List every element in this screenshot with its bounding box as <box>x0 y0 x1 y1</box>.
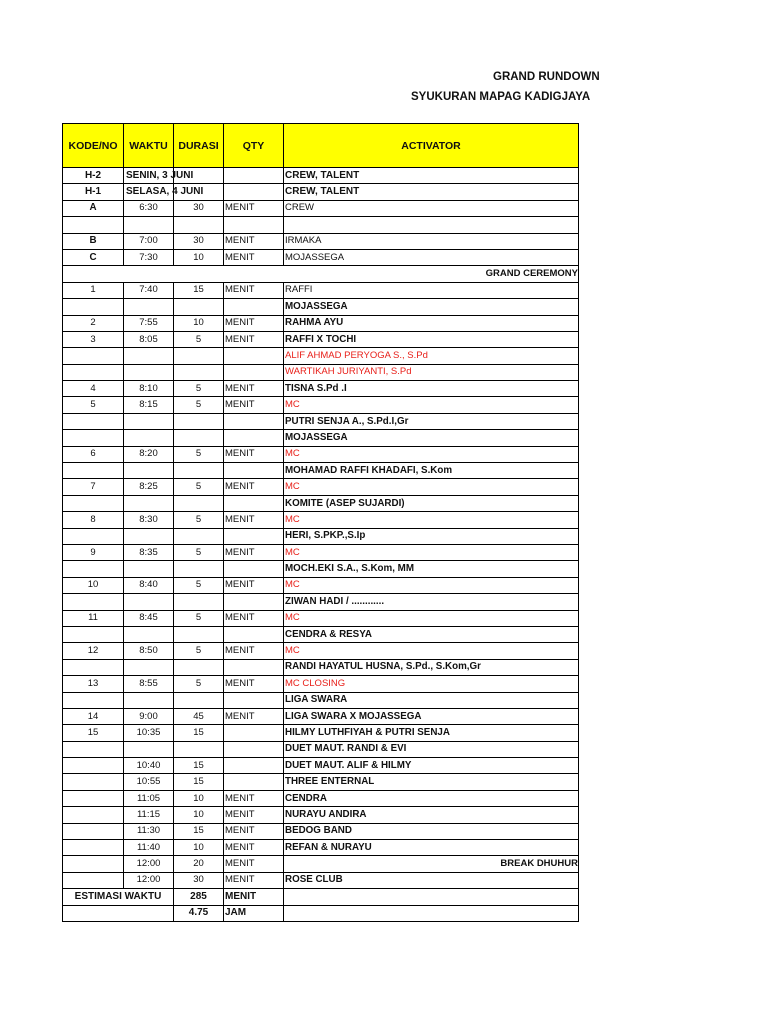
cell: 5 <box>174 331 224 347</box>
activator-cell <box>284 217 579 233</box>
cell: MENIT <box>224 381 284 397</box>
cell: 11 <box>63 610 124 626</box>
cell: 8:05 <box>124 331 174 347</box>
activator-cell: MOJASSEGA <box>284 299 579 315</box>
cell: 7 <box>63 479 124 495</box>
cell <box>174 626 224 642</box>
activator-cell: REFAN & NURAYU <box>284 840 579 856</box>
cell <box>224 348 284 364</box>
activator-cell: MC <box>284 544 579 560</box>
page-title: GRAND RUNDOWN <box>493 71 600 83</box>
cell: 15 <box>174 725 224 741</box>
cell: 5 <box>174 577 224 593</box>
rundown-table <box>62 123 579 922</box>
activator-cell: RANDI HAYATUL HUSNA, S.Pd., S.Kom,Gr <box>284 659 579 675</box>
cell: MENIT <box>224 331 284 347</box>
cell <box>224 725 284 741</box>
cell: 10:55 <box>124 774 174 790</box>
table-row <box>63 528 579 544</box>
cell <box>63 430 124 446</box>
table-row <box>63 331 579 347</box>
cell <box>174 561 224 577</box>
cell: C <box>63 249 124 265</box>
cell: 5 <box>174 512 224 528</box>
cell: 5 <box>174 610 224 626</box>
activator-cell: MC <box>284 446 579 462</box>
activator-cell: CREW, TALENT <box>284 168 579 184</box>
cell: SENIN, 3 JUNI <box>124 168 174 184</box>
cell: MENIT <box>224 315 284 331</box>
cell: 5 <box>174 479 224 495</box>
cell <box>63 299 124 315</box>
table-row <box>63 889 579 905</box>
activator-cell: CENDRA <box>284 790 579 806</box>
table-row <box>63 561 579 577</box>
cell <box>124 348 174 364</box>
cell: MENIT <box>224 790 284 806</box>
cell <box>63 463 124 479</box>
cell <box>224 626 284 642</box>
table-row <box>63 774 579 790</box>
cell: 13 <box>63 676 124 692</box>
table-row <box>63 364 579 380</box>
cell: MENIT <box>224 200 284 216</box>
cell <box>224 364 284 380</box>
cell: 5 <box>63 397 124 413</box>
cell <box>174 528 224 544</box>
cell <box>224 413 284 429</box>
cell: MENIT <box>224 610 284 626</box>
cell: 8:10 <box>124 381 174 397</box>
estimate-unit: JAM <box>224 905 284 921</box>
cell: 8:55 <box>124 676 174 692</box>
cell: 5 <box>174 676 224 692</box>
activator-cell: THREE ENTERNAL <box>284 774 579 790</box>
cell: 30 <box>174 233 224 249</box>
section-heading: GRAND CEREMONY <box>63 266 579 282</box>
cell <box>124 626 174 642</box>
cell: 12 <box>63 643 124 659</box>
cell <box>224 659 284 675</box>
cell: 8:40 <box>124 577 174 593</box>
cell: H-1 <box>63 184 124 200</box>
cell: 6:30 <box>124 200 174 216</box>
table-row <box>63 577 579 593</box>
table-row <box>63 299 579 315</box>
cell: 2 <box>63 315 124 331</box>
cell <box>63 528 124 544</box>
cell: MENIT <box>224 856 284 872</box>
cell <box>63 774 124 790</box>
header-kode: KODE/NO <box>63 124 124 168</box>
activator-cell: MC <box>284 643 579 659</box>
cell: 3 <box>63 331 124 347</box>
table-row <box>63 397 579 413</box>
cell <box>224 217 284 233</box>
cell: MENIT <box>224 676 284 692</box>
table-row <box>63 446 579 462</box>
table-row <box>63 626 579 642</box>
cell: 8:45 <box>124 610 174 626</box>
cell <box>224 594 284 610</box>
estimate-value: 4.75 <box>174 905 224 921</box>
cell: 10 <box>63 577 124 593</box>
cell: MENIT <box>224 249 284 265</box>
table-row <box>63 200 579 216</box>
cell <box>63 758 124 774</box>
activator-cell: LIGA SWARA <box>284 692 579 708</box>
cell: MENIT <box>224 872 284 888</box>
cell: 7:00 <box>124 233 174 249</box>
cell: 11:30 <box>124 823 174 839</box>
cell: MENIT <box>224 479 284 495</box>
cell <box>174 430 224 446</box>
cell: 8 <box>63 512 124 528</box>
cell: 5 <box>174 381 224 397</box>
cell: SELASA, 4 JUNI <box>124 184 174 200</box>
cell: 9 <box>63 544 124 560</box>
cell: MENIT <box>224 544 284 560</box>
cell: MENIT <box>224 807 284 823</box>
cell <box>174 692 224 708</box>
table-row <box>63 692 579 708</box>
cell: 14 <box>63 708 124 724</box>
cell <box>224 168 284 184</box>
table-row <box>63 381 579 397</box>
cell <box>224 561 284 577</box>
cell: 15 <box>174 774 224 790</box>
table-row <box>63 495 579 511</box>
cell <box>224 758 284 774</box>
activator-cell: ROSE CLUB <box>284 872 579 888</box>
activator-cell: MOJASSEGA <box>284 249 579 265</box>
cell: 6 <box>63 446 124 462</box>
cell <box>124 561 174 577</box>
activator-cell: MC <box>284 610 579 626</box>
activator-cell: BEDOG BAND <box>284 823 579 839</box>
cell <box>63 561 124 577</box>
cell: 15 <box>174 823 224 839</box>
table-row <box>63 708 579 724</box>
cell: 7:30 <box>124 249 174 265</box>
activator-cell: IRMAKA <box>284 233 579 249</box>
activator-cell: NURAYU ANDIRA <box>284 807 579 823</box>
cell <box>174 495 224 511</box>
table-row <box>63 725 579 741</box>
cell <box>63 790 124 806</box>
header-durasi: DURASI <box>174 124 224 168</box>
cell <box>124 528 174 544</box>
cell: 8:25 <box>124 479 174 495</box>
activator-cell: MC <box>284 479 579 495</box>
activator-cell: PUTRI SENJA A., S.Pd.I,Gr <box>284 413 579 429</box>
cell <box>63 413 124 429</box>
cell <box>224 774 284 790</box>
cell <box>224 741 284 757</box>
cell <box>63 856 124 872</box>
cell: 30 <box>174 200 224 216</box>
table-row <box>63 741 579 757</box>
table-header-row <box>63 124 579 168</box>
cell <box>174 659 224 675</box>
cell: 10 <box>174 807 224 823</box>
cell: 10:35 <box>124 725 174 741</box>
activator-cell: MC <box>284 397 579 413</box>
cell <box>224 528 284 544</box>
cell: 15 <box>174 758 224 774</box>
table-row <box>63 905 579 921</box>
cell <box>174 348 224 364</box>
cell: 11:15 <box>124 807 174 823</box>
cell: 5 <box>174 643 224 659</box>
cell <box>124 692 174 708</box>
cell <box>224 299 284 315</box>
cell: 10 <box>174 249 224 265</box>
table-row <box>63 544 579 560</box>
cell <box>284 889 579 905</box>
cell: 10 <box>174 790 224 806</box>
cell: 8:30 <box>124 512 174 528</box>
cell <box>63 594 124 610</box>
cell <box>174 594 224 610</box>
table-row <box>63 184 579 200</box>
table-row <box>63 348 579 364</box>
table-row <box>63 790 579 806</box>
cell: MENIT <box>224 282 284 298</box>
cell <box>224 184 284 200</box>
activator-cell: MOCH.EKI S.A., S.Kom, MM <box>284 561 579 577</box>
table-row <box>63 643 579 659</box>
table-row <box>63 315 579 331</box>
page-subtitle: SYUKURAN MAPAG KADIGJAYA <box>411 91 591 103</box>
cell: MENIT <box>224 643 284 659</box>
cell: 5 <box>174 397 224 413</box>
cell <box>63 692 124 708</box>
activator-cell: TISNA S.Pd .I <box>284 381 579 397</box>
estimate-value: 285 <box>174 889 224 905</box>
activator-cell: ZIWAN HADI / ............ <box>284 594 579 610</box>
table-row <box>63 594 579 610</box>
cell: 30 <box>174 872 224 888</box>
cell: MENIT <box>224 823 284 839</box>
cell: MENIT <box>224 840 284 856</box>
table-row <box>63 463 579 479</box>
activator-cell: DUET MAUT. ALIF & HILMY <box>284 758 579 774</box>
cell: MENIT <box>224 512 284 528</box>
table-row <box>63 266 579 282</box>
table-row <box>63 676 579 692</box>
estimate-unit: MENIT <box>224 889 284 905</box>
cell <box>224 430 284 446</box>
cell <box>124 299 174 315</box>
table-row <box>63 430 579 446</box>
table-row <box>63 823 579 839</box>
cell <box>174 741 224 757</box>
cell: 10 <box>174 315 224 331</box>
section-heading: BREAK DHUHUR <box>284 856 579 872</box>
cell <box>63 823 124 839</box>
cell: MENIT <box>224 577 284 593</box>
cell: A <box>63 200 124 216</box>
activator-cell: MC <box>284 512 579 528</box>
activator-cell: CREW <box>284 200 579 216</box>
cell: 12:00 <box>124 872 174 888</box>
cell <box>63 364 124 380</box>
header-waktu: WAKTU <box>124 124 174 168</box>
cell: 45 <box>174 708 224 724</box>
activator-cell: MC CLOSING <box>284 676 579 692</box>
cell: MENIT <box>224 708 284 724</box>
cell: 10 <box>174 840 224 856</box>
activator-cell: CREW, TALENT <box>284 184 579 200</box>
cell <box>124 594 174 610</box>
cell <box>63 348 124 364</box>
cell: 8:50 <box>124 643 174 659</box>
table-row <box>63 610 579 626</box>
activator-cell: KOMITE (ASEP SUJARDI) <box>284 495 579 511</box>
cell <box>124 495 174 511</box>
activator-cell: HERI, S.PKP.,S.Ip <box>284 528 579 544</box>
activator-cell: MOHAMAD RAFFI KHADAFI, S.Kom <box>284 463 579 479</box>
cell <box>63 807 124 823</box>
table-row <box>63 217 579 233</box>
cell <box>124 741 174 757</box>
cell <box>63 659 124 675</box>
table-row <box>63 168 579 184</box>
cell: 9:00 <box>124 708 174 724</box>
cell <box>63 840 124 856</box>
cell <box>63 495 124 511</box>
table-row <box>63 282 579 298</box>
activator-cell: RAHMA AYU <box>284 315 579 331</box>
estimate-label <box>63 905 174 921</box>
cell: 8:15 <box>124 397 174 413</box>
activator-cell: WARTIKAH JURIYANTI, S.Pd <box>284 364 579 380</box>
cell <box>224 692 284 708</box>
cell <box>174 217 224 233</box>
table-row <box>63 856 579 872</box>
cell <box>63 217 124 233</box>
cell <box>284 905 579 921</box>
cell: 7:55 <box>124 315 174 331</box>
cell <box>174 463 224 479</box>
cell <box>124 364 174 380</box>
cell: 15 <box>63 725 124 741</box>
table-row <box>63 233 579 249</box>
cell <box>124 463 174 479</box>
cell: 1 <box>63 282 124 298</box>
cell <box>174 364 224 380</box>
table-row <box>63 659 579 675</box>
cell: 11:40 <box>124 840 174 856</box>
cell <box>224 463 284 479</box>
header-activator: ACTIVATOR <box>284 124 579 168</box>
cell <box>174 299 224 315</box>
activator-cell: MC <box>284 577 579 593</box>
cell: 12:00 <box>124 856 174 872</box>
activator-cell: RAFFI <box>284 282 579 298</box>
cell: 11:05 <box>124 790 174 806</box>
cell: 15 <box>174 282 224 298</box>
table-row <box>63 413 579 429</box>
cell <box>63 626 124 642</box>
table-row <box>63 807 579 823</box>
cell <box>63 872 124 888</box>
activator-cell: LIGA SWARA X MOJASSEGA <box>284 708 579 724</box>
table-row <box>63 872 579 888</box>
cell: H-2 <box>63 168 124 184</box>
cell: 5 <box>174 446 224 462</box>
activator-cell: CENDRA & RESYA <box>284 626 579 642</box>
activator-cell: DUET MAUT. RANDI & EVI <box>284 741 579 757</box>
cell: B <box>63 233 124 249</box>
activator-cell: ALIF AHMAD PERYOGA S., S.Pd <box>284 348 579 364</box>
cell <box>224 495 284 511</box>
cell: MENIT <box>224 397 284 413</box>
table-row <box>63 840 579 856</box>
cell <box>124 217 174 233</box>
cell: 8:20 <box>124 446 174 462</box>
header-qty: QTY <box>224 124 284 168</box>
table-row <box>63 479 579 495</box>
table-row <box>63 249 579 265</box>
activator-cell: MOJASSEGA <box>284 430 579 446</box>
table-row <box>63 512 579 528</box>
cell: MENIT <box>224 233 284 249</box>
cell <box>174 413 224 429</box>
cell: 20 <box>174 856 224 872</box>
table-row <box>63 758 579 774</box>
cell <box>63 741 124 757</box>
cell: 10:40 <box>124 758 174 774</box>
cell: 4 <box>63 381 124 397</box>
activator-cell: HILMY LUTHFIYAH & PUTRI SENJA <box>284 725 579 741</box>
cell <box>124 413 174 429</box>
cell <box>124 659 174 675</box>
cell: 5 <box>174 544 224 560</box>
cell: MENIT <box>224 446 284 462</box>
cell <box>124 430 174 446</box>
estimate-label: ESTIMASI WAKTU <box>63 889 174 905</box>
cell: 7:40 <box>124 282 174 298</box>
cell: 8:35 <box>124 544 174 560</box>
table-body <box>63 168 579 922</box>
activator-cell: RAFFI X TOCHI <box>284 331 579 347</box>
